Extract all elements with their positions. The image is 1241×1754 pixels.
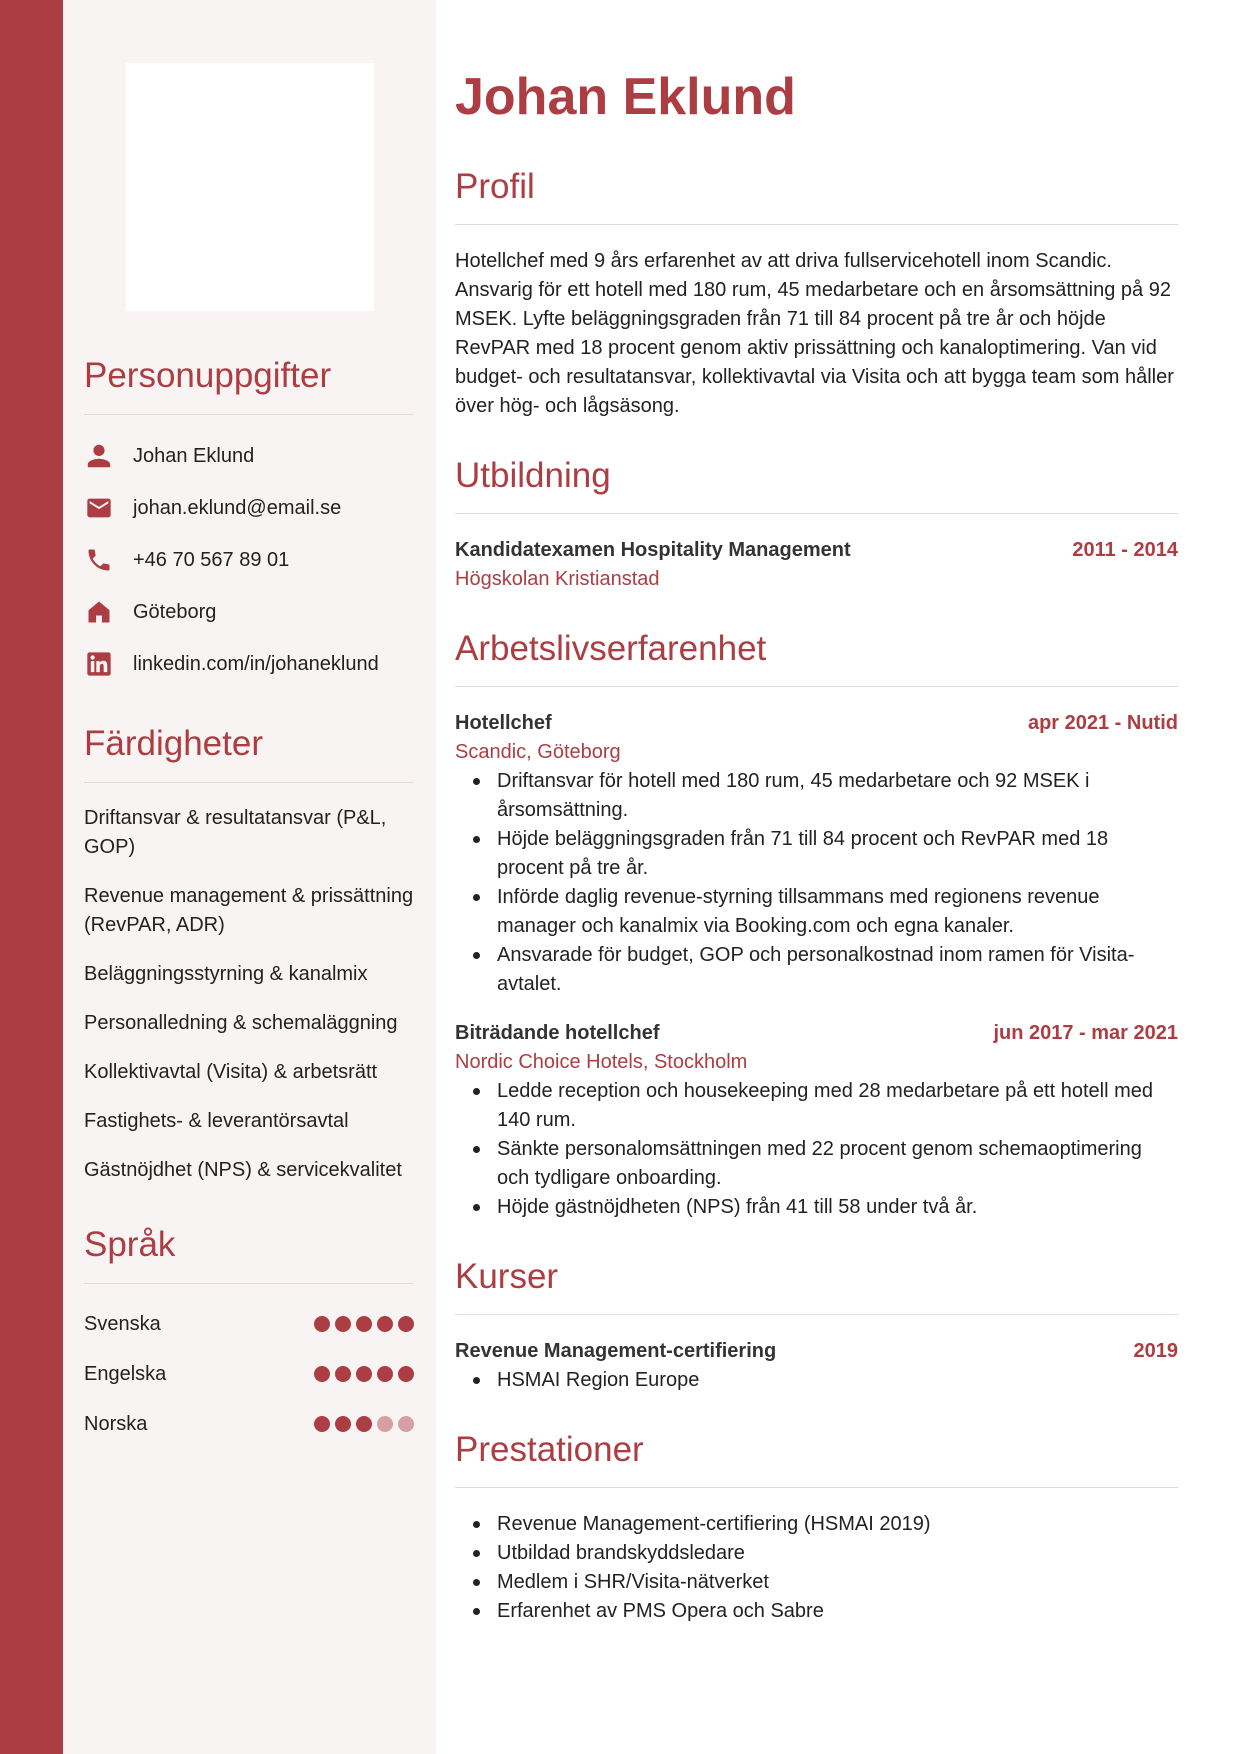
language-level-dots <box>314 1316 414 1332</box>
experience-section <box>455 624 1178 1222</box>
bullet-item: Erfarenhet av PMS Opera och Sabre <box>455 1597 1178 1626</box>
level-dot-filled <box>398 1316 414 1332</box>
bullet-item: Utbildad brandskyddsledare <box>455 1539 1178 1568</box>
level-dot-filled <box>314 1366 330 1382</box>
entry-title: Kandidatexamen Hospitality Management <box>455 539 851 561</box>
level-dot-empty <box>377 1416 393 1432</box>
person-icon <box>84 441 114 471</box>
experience-entry <box>455 709 1178 999</box>
courses-heading: Kurser <box>455 1252 1178 1315</box>
accent-strip <box>0 0 63 1754</box>
bullet-item: Ansvarade för budget, GOP och personalkostnad inom ramen för Visita-avtalet. <box>455 941 1178 999</box>
bullet-list <box>455 1077 1178 1222</box>
skill-item: Kollektivavtal (Visita) & arbetsrätt <box>84 1061 378 1083</box>
entry-head <box>455 1019 1178 1048</box>
language-item <box>84 1299 414 1349</box>
education-heading: Utbildning <box>455 451 1178 514</box>
bullet-item: Införde daglig revenue-styrning tillsammans med regionens revenue manager och kanalmix via Booking.com och egna kanaler. <box>455 883 1178 941</box>
bullet-item: Medlem i SHR/Visita-nätverket <box>455 1568 1178 1597</box>
contact-phone[interactable] <box>84 534 414 586</box>
contact-location-text: Göteborg <box>133 600 217 623</box>
contact-location <box>84 586 414 638</box>
language-name: Engelska <box>84 1362 167 1385</box>
skill-item: Revenue management & prissättning (RevPAR, ADR) <box>84 885 414 936</box>
entry-title: Hotellchef <box>455 712 552 734</box>
courses-section <box>455 1252 1178 1395</box>
level-dot-filled <box>356 1416 372 1432</box>
contact-linkedin[interactable] <box>84 638 414 690</box>
skill-item: Gästnöjdhet (NPS) & servicekvalitet <box>84 1159 402 1181</box>
level-dot-filled <box>314 1416 330 1432</box>
contact-name-text: Johan Eklund <box>133 444 255 467</box>
experience-entry <box>455 1019 1178 1222</box>
achievements-heading: Prestationer <box>455 1425 1178 1488</box>
level-dot-filled <box>335 1416 351 1432</box>
achievements-section <box>455 1425 1178 1626</box>
profile-section <box>455 162 1178 421</box>
entry-date: apr 2021 - Nutid <box>1027 712 1178 734</box>
level-dot-filled <box>377 1316 393 1332</box>
entry-date: 2019 <box>1133 1340 1178 1362</box>
skill-item: Driftansvar & resultatansvar (P&L, GOP) <box>84 807 387 858</box>
bullet-item: Sänkte personalomsättningen med 22 procent genom schemaoptimering och tydligare onboarding. <box>455 1135 1178 1193</box>
level-dot-filled <box>398 1366 414 1382</box>
phone-icon <box>84 545 114 575</box>
bullet-item: HSMAI Region Europe <box>455 1366 1178 1395</box>
level-dot-filled <box>356 1366 372 1382</box>
profile-photo <box>126 63 374 311</box>
entry-date: 2011 - 2014 <box>1072 539 1178 561</box>
experience-heading: Arbetslivserfarenhet <box>455 624 1178 687</box>
email-icon <box>84 493 114 523</box>
contact-list <box>84 430 414 690</box>
skills-list <box>84 798 414 1191</box>
linkedin-icon <box>84 649 114 679</box>
bullet-item: Driftansvar för hotell med 180 rum, 45 medarbetare och 92 MSEK i årsomsättning. <box>455 767 1178 825</box>
home-icon <box>84 597 114 627</box>
entry-date: jun 2017 - mar 2021 <box>993 1022 1178 1044</box>
course-entry <box>455 1337 1178 1395</box>
skill-item: Fastighets- & leverantörsavtal <box>84 1110 349 1132</box>
language-name: Svenska <box>84 1312 161 1335</box>
skill-item: Beläggningsstyrning & kanalmix <box>84 963 368 985</box>
level-dot-filled <box>314 1316 330 1332</box>
languages-heading: Språk <box>84 1221 414 1284</box>
entry-subtitle: Nordic Choice Hotels, Stockholm <box>455 1051 748 1073</box>
contact-email[interactable] <box>84 482 414 534</box>
personal-heading: Personuppgifter <box>84 352 414 415</box>
entry-title: Revenue Management-certifiering <box>455 1340 777 1362</box>
profile-text: Hotellchef med 9 års erfarenhet av att driva fullservicehotell inom Scandic. Ansvarig för ett hotell med 180 rum, 45 medarbetare och en årsomsättning på 92 MSEK. Lyfte beläggningsgraden från 71 till 84 procent på tre år och höjde RevPAR med 18 procent genom aktiv prissättning och kanaloptimering. Van vid budget- och resultatansvar, kollektivavtal via Visita och att bygga team som håller över hög- och lågsäsong. <box>455 250 1174 417</box>
contact-phone-text[interactable]: +46 70 567 89 01 <box>133 548 290 571</box>
bullet-item: Höjde gästnöjdheten (NPS) från 41 till 58 under två år. <box>455 1193 1178 1222</box>
level-dot-empty <box>398 1416 414 1432</box>
contact-linkedin-text[interactable]: linkedin.com/in/johaneklund <box>133 652 379 675</box>
entry-subtitle: Scandic, Göteborg <box>455 741 621 763</box>
bullet-list <box>455 1366 1178 1395</box>
bullet-list <box>455 767 1178 999</box>
sidebar-content <box>84 352 414 1449</box>
education-entry <box>455 536 1178 594</box>
contact-email-text[interactable]: johan.eklund@email.se <box>133 496 342 519</box>
level-dot-filled <box>356 1316 372 1332</box>
entry-title: Biträdande hotellchef <box>455 1022 660 1044</box>
level-dot-filled <box>335 1316 351 1332</box>
education-section <box>455 451 1178 594</box>
language-name: Norska <box>84 1412 148 1435</box>
bullet-list <box>455 1510 1178 1626</box>
skill-item: Personalledning & schemaläggning <box>84 1012 398 1034</box>
level-dot-filled <box>335 1366 351 1382</box>
language-level-dots <box>314 1416 414 1432</box>
entry-subtitle: Högskolan Kristianstad <box>455 568 660 590</box>
language-item <box>84 1399 414 1449</box>
skills-heading: Färdigheter <box>84 720 414 783</box>
main-content <box>455 60 1178 1656</box>
bullet-item: Ledde reception och housekeeping med 28 medarbetare på ett hotell med 140 rum. <box>455 1077 1178 1135</box>
languages-list <box>84 1299 414 1449</box>
language-level-dots <box>314 1366 414 1382</box>
entry-head <box>455 709 1178 738</box>
profile-heading: Profil <box>455 162 1178 225</box>
bullet-item: Höjde beläggningsgraden från 71 till 84 procent och RevPAR med 18 procent på tre år. <box>455 825 1178 883</box>
bullet-item: Revenue Management-certifiering (HSMAI 2019) <box>455 1510 1178 1539</box>
contact-name <box>84 430 414 482</box>
candidate-name: Johan Eklund <box>455 68 796 126</box>
language-item <box>84 1349 414 1399</box>
entry-head <box>455 1337 1178 1366</box>
level-dot-filled <box>377 1366 393 1382</box>
entry-head <box>455 536 1178 565</box>
